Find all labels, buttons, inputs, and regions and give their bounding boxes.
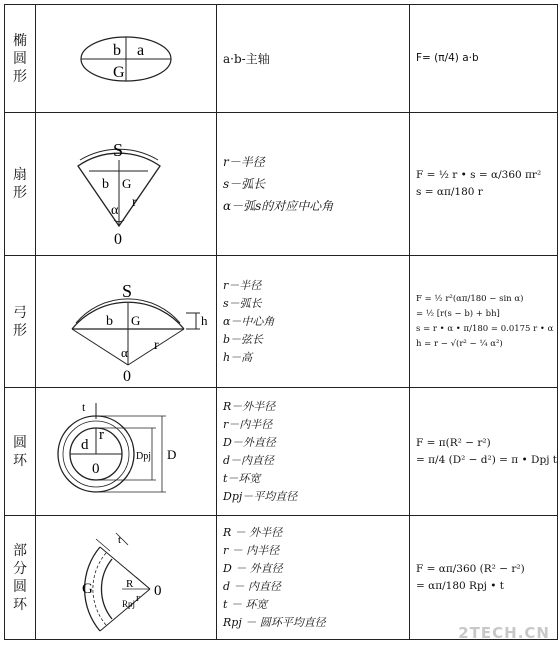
- label-G: G: [113, 63, 125, 81]
- description-cell: [217, 113, 410, 256]
- segment-diagram: [36, 257, 216, 387]
- formula-line: F = ½ r²(απ/180 − sin α): [416, 293, 524, 304]
- description-line: t － 环宽: [223, 597, 268, 611]
- label-r: r: [136, 591, 140, 604]
- formula-line: F = ½ r • s = α/360 πr²: [416, 169, 542, 181]
- description-line: a·b-主轴: [223, 51, 270, 66]
- shape-name-char: 部: [13, 542, 27, 559]
- label-r: r: [99, 426, 104, 443]
- label-alpha: α: [121, 344, 128, 360]
- shape-name-char: 分: [13, 560, 27, 577]
- table-row: [5, 256, 558, 388]
- description-line: r－半径: [223, 155, 265, 169]
- description-line: Rpj － 圆环平均直径: [223, 615, 326, 629]
- formula-line: s = απ/180 r: [416, 186, 483, 198]
- label-alpha: α: [111, 202, 119, 218]
- description-line: r－半径: [223, 278, 262, 292]
- shape-name-cell: [5, 388, 36, 516]
- description-cell: [217, 388, 410, 516]
- partial-annulus-figure-cell: [36, 516, 217, 640]
- description-cell: [217, 256, 410, 388]
- shape-name-char: 形: [13, 322, 27, 339]
- shape-name-cell: [5, 256, 36, 388]
- description-line: R－外半径: [223, 399, 276, 413]
- formula-cell: [410, 388, 558, 516]
- description-line: b－弦长: [223, 332, 264, 346]
- label-S: S: [113, 139, 124, 160]
- segment-figure-cell: [36, 256, 217, 388]
- label-r: r: [154, 337, 159, 353]
- annulus-diagram: [36, 389, 216, 515]
- label-r: r: [132, 194, 137, 210]
- shape-name-cell: [5, 5, 36, 113]
- label-d: d: [81, 436, 89, 453]
- table-row: [5, 5, 558, 113]
- label-O: 0: [114, 230, 122, 248]
- annulus-figure-cell: [36, 388, 217, 516]
- shape-name-char: 圆: [13, 434, 27, 451]
- shape-name-char: 环: [13, 452, 27, 469]
- shape-name-char: 环: [13, 596, 27, 613]
- label-t: t: [82, 399, 86, 414]
- shape-name-char: 形: [13, 68, 27, 85]
- description-line: r － 内半径: [223, 543, 280, 557]
- description-line: R － 外半径: [223, 525, 283, 539]
- label-O: 0: [123, 367, 131, 385]
- shape-name-char: 椭: [13, 32, 27, 49]
- label-G: G: [122, 175, 132, 191]
- label-b: b: [106, 313, 113, 329]
- sector-diagram: [36, 114, 216, 255]
- formula-line: F = απ/360 (R² − r²): [416, 562, 525, 575]
- description-line: d－内直径: [223, 453, 275, 467]
- table-row: [5, 113, 558, 256]
- formula-line: F = π(R² − r²): [416, 436, 491, 449]
- label-b: b: [113, 41, 121, 59]
- area-formula-table: [4, 4, 558, 640]
- formula-line: s = r • α • π/180 = 0.0175 r • α: [416, 323, 554, 334]
- formula-cell: [410, 5, 558, 113]
- formula-line: = απ/180 Rpj • t: [416, 579, 505, 592]
- description-cell: [217, 5, 410, 113]
- description-line: D－外直径: [223, 435, 276, 449]
- label-R: R: [126, 577, 134, 590]
- sector-figure-cell: [36, 113, 217, 256]
- label-Rpj: Rpj: [122, 598, 136, 609]
- partial-annulus-diagram: [36, 517, 216, 639]
- formula-cell: [410, 256, 558, 388]
- label-O: 0: [154, 582, 162, 599]
- ellipse-figure-cell: [36, 5, 217, 113]
- formula-line: F= (π/4) a·b: [416, 52, 479, 64]
- label-O: 0: [92, 460, 100, 477]
- formula-line: = π/4 (D² − d²) = π • Dpj t: [416, 453, 558, 466]
- description-line: Dpj－平均直径: [223, 489, 298, 503]
- label-D: D: [167, 446, 177, 462]
- description-line: t－环宽: [223, 471, 261, 485]
- description-line: s－弧长: [223, 177, 266, 191]
- formula-line: = ½ [r(s − b) + bh]: [416, 308, 500, 319]
- description-line: r－内半径: [223, 417, 273, 431]
- label-G: G: [82, 580, 93, 597]
- watermark: 2TECH.CN: [458, 624, 550, 642]
- label-t: t: [118, 533, 122, 546]
- shape-name-cell: [5, 516, 36, 640]
- label-h: h: [201, 312, 208, 328]
- label-a: a: [137, 41, 145, 59]
- description-line: α－弧s的对应中心角: [223, 199, 334, 213]
- shape-name-char: 扇: [13, 167, 27, 183]
- description-line: α－中心角: [223, 314, 275, 328]
- table-row: [5, 516, 558, 640]
- label-Dpj: Dpj: [136, 450, 151, 462]
- formula-cell: [410, 113, 558, 256]
- shape-name-char: 圆: [13, 50, 27, 67]
- description-line: s－弧长: [223, 296, 262, 310]
- description-line: D － 外直径: [223, 561, 283, 575]
- ellipse-diagram: [36, 6, 216, 112]
- description-line: d － 内直径: [223, 579, 282, 593]
- description-line: h－高: [223, 350, 253, 364]
- formula-line: h = r − √(r² − ¼ α²): [416, 338, 503, 349]
- formula-cell: [410, 516, 558, 640]
- label-S: S: [122, 280, 133, 301]
- table-row: [5, 388, 558, 516]
- shape-name-char: 圆: [13, 578, 27, 595]
- shape-name-char: 形: [13, 185, 27, 201]
- label-b: b: [102, 176, 109, 192]
- description-cell: [217, 516, 410, 640]
- shape-name-cell: [5, 113, 36, 256]
- label-G: G: [131, 312, 141, 328]
- shape-name-char: 弓: [13, 304, 27, 321]
